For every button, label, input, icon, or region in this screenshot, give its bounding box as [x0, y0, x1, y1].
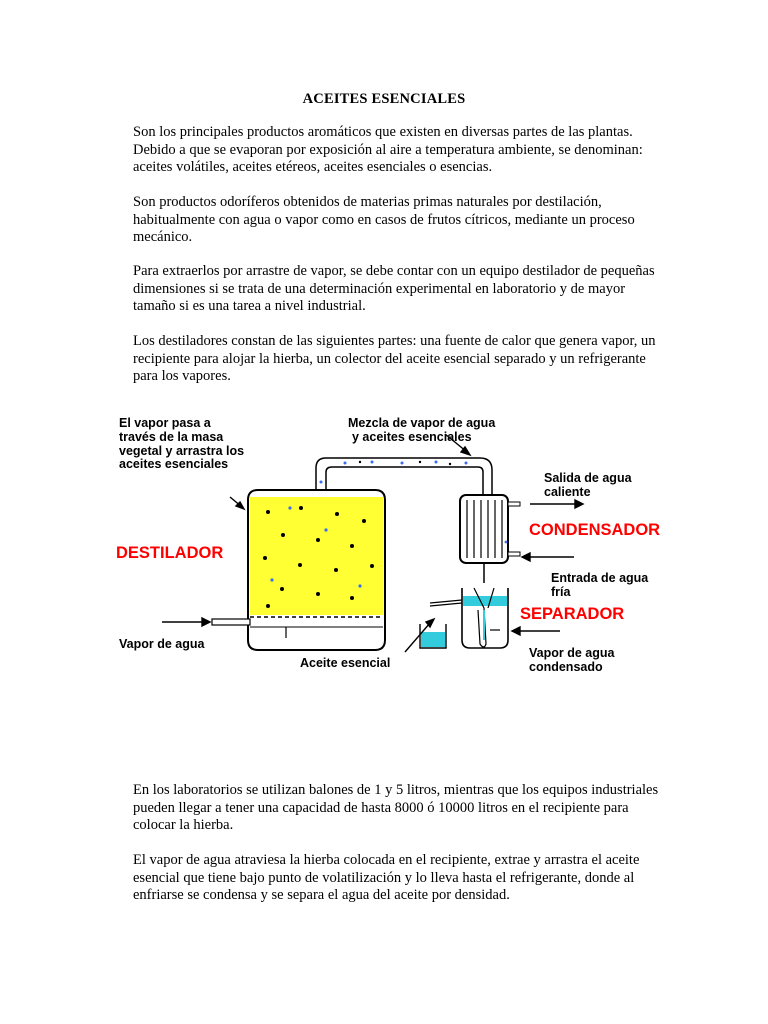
text-line: En los laboratorios se utilizan balones de 1 y 5 litros, mientras que los equipos industriales: [133, 782, 659, 798]
label-salida-1: Salida de agua: [544, 471, 632, 485]
herb-mass: [250, 497, 383, 615]
text-line: El vapor de agua atraviesa la hierba colocada en el recipiente, extrae y arrastra el aceite: [133, 852, 640, 868]
label-vapor-agua: Vapor de agua: [119, 637, 205, 651]
text-line: pueden llegar a tener una capacidad de hasta 8000 ó 10000 litros en el recipiente para: [133, 799, 629, 816]
text-line: esencial que tiene bajo punto de volatilización y lo lleva hasta el refrigerante, donde al: [133, 869, 635, 886]
destilador-vessel: [212, 490, 385, 650]
text-line: Son productos odoríferos obtenidos de materias primas naturales por destilación,: [133, 194, 602, 210]
label-entrada-2: fría: [551, 585, 571, 599]
label-separador: SEPARADOR: [520, 605, 625, 623]
text-line: dimensiones si se trata de una determinación experimental en laboratorio y de mayor: [133, 280, 626, 297]
text-line: tamaño si es una tarea a nivel industrial.: [133, 298, 366, 314]
text-line: habitualmente con agua o vapor como en casos de frutos cítricos, mediante un proceso: [133, 211, 635, 228]
text-line: Debido a que se evaporan por exposición al aire a temperatura ambiente, se denominan:: [133, 141, 643, 158]
label-vapor-pasa-4: aceites esenciales: [119, 457, 229, 471]
condensador-unit: [460, 495, 520, 583]
label-salida-2: caliente: [544, 485, 591, 499]
label-entrada-1: Entrada de agua: [551, 571, 649, 585]
label-vapor-pasa-2: través de la masa: [119, 430, 224, 444]
label-aceite-esencial: Aceite esencial: [300, 656, 391, 670]
label-vapor-condensado-2: condensado: [529, 660, 603, 674]
text-line: enfriarse se condensa y se separa el agua del aceite por densidad.: [133, 887, 510, 903]
label-mezcla-2: y aceites esenciales: [352, 430, 472, 444]
label-destilador: DESTILADOR: [116, 544, 224, 562]
page-title: ACEITES ESENCIALES: [302, 91, 466, 107]
label-vapor-pasa-3: vegetal y arrastra los: [119, 444, 245, 458]
text-line: Son los principales productos aromáticos que existen en diversas partes de las plantas.: [133, 124, 633, 140]
text-line: Los destiladores constan de las siguientes partes: una fuente de calor que genera vapor, un: [133, 333, 656, 349]
label-vapor-pasa-1: El vapor pasa a: [119, 416, 211, 430]
paragraph-proceso: [133, 852, 673, 905]
text-line: para los vapores.: [133, 368, 231, 384]
text-line: colocar la hierba.: [133, 817, 234, 833]
text-line: aceites volátiles, aceites etéreos, aceites esenciales o esencias.: [133, 159, 493, 175]
text-line: recipiente para alojar la hierba, un colector del aceite esencial separado y un refrigerante: [133, 350, 646, 367]
label-mezcla-1: Mezcla de vapor de agua: [348, 416, 496, 430]
paragraph-capacidad: [133, 782, 673, 835]
label-vapor-condensado-1: Vapor de agua: [529, 646, 615, 660]
text-line: Para extraerlos por arrastre de vapor, se debe contar con un equipo destilador de pequeñas: [133, 263, 655, 279]
label-condensador: CONDENSADOR: [529, 521, 661, 539]
text-line: mecánico.: [133, 229, 193, 245]
oil-beaker: [420, 624, 446, 648]
